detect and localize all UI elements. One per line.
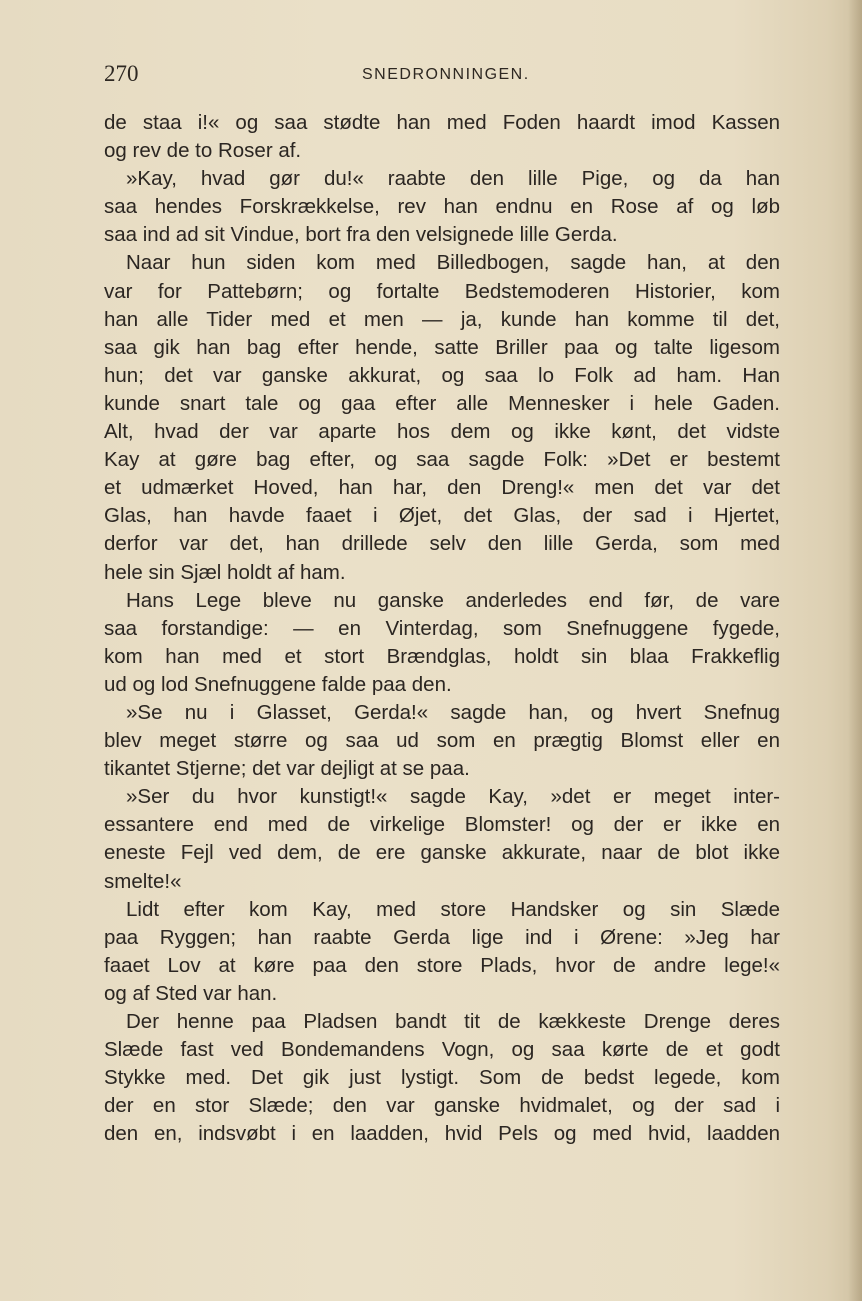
text-line: derfor var det, han drillede selv den lille Gerda, som med <box>104 532 780 556</box>
page-edge-shadow <box>848 0 862 1301</box>
text-line: Stykke med. Det gik just lystigt. Som de bedst legede, kom <box>104 1066 780 1090</box>
text-line: »Kay, hvad gør du!« raabte den lille Pige, og da han <box>126 167 780 191</box>
text-line: Der henne paa Pladsen bandt tit de kækkeste Drenge deres <box>126 1010 780 1033</box>
text-line: saa ind ad sit Vindue, bort fra den velsignede lille Gerda. <box>104 223 618 247</box>
text-line: de staa i!« og saa stødte han med Foden haardt imod Kassen <box>104 111 780 134</box>
text-line: Glas, han havde faaet i Øjet, det Glas, der sad i Hjertet, <box>104 504 780 528</box>
text-line: Alt, hvad der var aparte hos dem og ikke kønt, det vidste <box>104 420 780 444</box>
text-line: essantere end med de virkelige Blomster! og der er ikke en <box>104 813 780 837</box>
text-line: tikantet Stjerne; det var dejligt at se paa. <box>104 757 470 781</box>
text-line: Naar hun siden kom med Billedbogen, sagde han, at den <box>126 251 780 275</box>
text-line: Lidt efter kom Kay, med store Handsker og sin Slæde <box>126 897 780 921</box>
text-line: faaet Lov at køre paa den store Plads, hvor de andre lege!« <box>104 953 780 977</box>
page-header <box>104 60 754 88</box>
text-line: blev meget større og saa ud som en prægtig Blomst eller en <box>104 729 780 753</box>
text-line: saa forstandige: — en Vinterdag, som Snefnuggene fygede, <box>104 616 780 640</box>
text-line: kunde snart tale og gaa efter alle Mennesker i hele Gaden. <box>104 391 780 415</box>
body-text <box>104 109 780 1148</box>
text-line: saa hendes Forskrækkelse, rev han endnu en Rose af og løb <box>104 195 780 219</box>
text-line: den en, indsvøbt i en laadden, hvid Pels og med hvid, laadden <box>104 1122 780 1146</box>
text-line: Hans Lege bleve nu ganske anderledes end før, de vare <box>126 588 780 612</box>
text-line: og af Sted var han. <box>104 981 278 1005</box>
text-line: var for Pattebørn; og fortalte Bedstemoderen Historier, kom <box>104 279 780 303</box>
text-line: kom han med et stort Brændglas, holdt sin blaa Frakkeflig <box>104 644 780 668</box>
text-line: ud og lod Snefnuggene falde paa den. <box>104 672 452 696</box>
text-line: et udmærket Hoved, han har, den Dreng!« men det var det <box>104 476 780 500</box>
running-title: SNEDRONNINGEN. <box>362 66 530 83</box>
text-line: smelte!« <box>104 869 182 893</box>
text-line: Kay at gøre bag efter, og saa sagde Folk: »Det er bestemt <box>104 448 780 472</box>
text-line: hun; det var ganske akkurat, og saa lo Folk ad ham. Han <box>104 363 780 387</box>
text-line: der en stor Slæde; den var ganske hvidmalet, og der sad i <box>104 1094 780 1118</box>
text-line: og rev de to Roser af. <box>104 139 302 163</box>
page-number: 270 <box>104 61 139 86</box>
text-line: hele sin Sjæl holdt af ham. <box>104 560 346 584</box>
text-line: eneste Fejl ved dem, de ere ganske akkurate, naar de blot ikke <box>104 841 780 865</box>
text-line: Slæde fast ved Bondemandens Vogn, og saa kørte de et godt <box>104 1038 780 1062</box>
text-line: han alle Tider med et men — ja, kunde han komme til det, <box>104 307 780 331</box>
text-line: »Ser du hvor kunstigt!« sagde Kay, »det er meget inter- <box>126 785 780 809</box>
text-line: »Se nu i Glasset, Gerda!« sagde han, og hvert Snefnug <box>126 700 780 724</box>
text-line: saa gik han bag efter hende, satte Briller paa og talte ligesom <box>104 335 780 359</box>
text-line: paa Ryggen; han raabte Gerda lige ind i Ørene: »Jeg har <box>104 925 780 949</box>
